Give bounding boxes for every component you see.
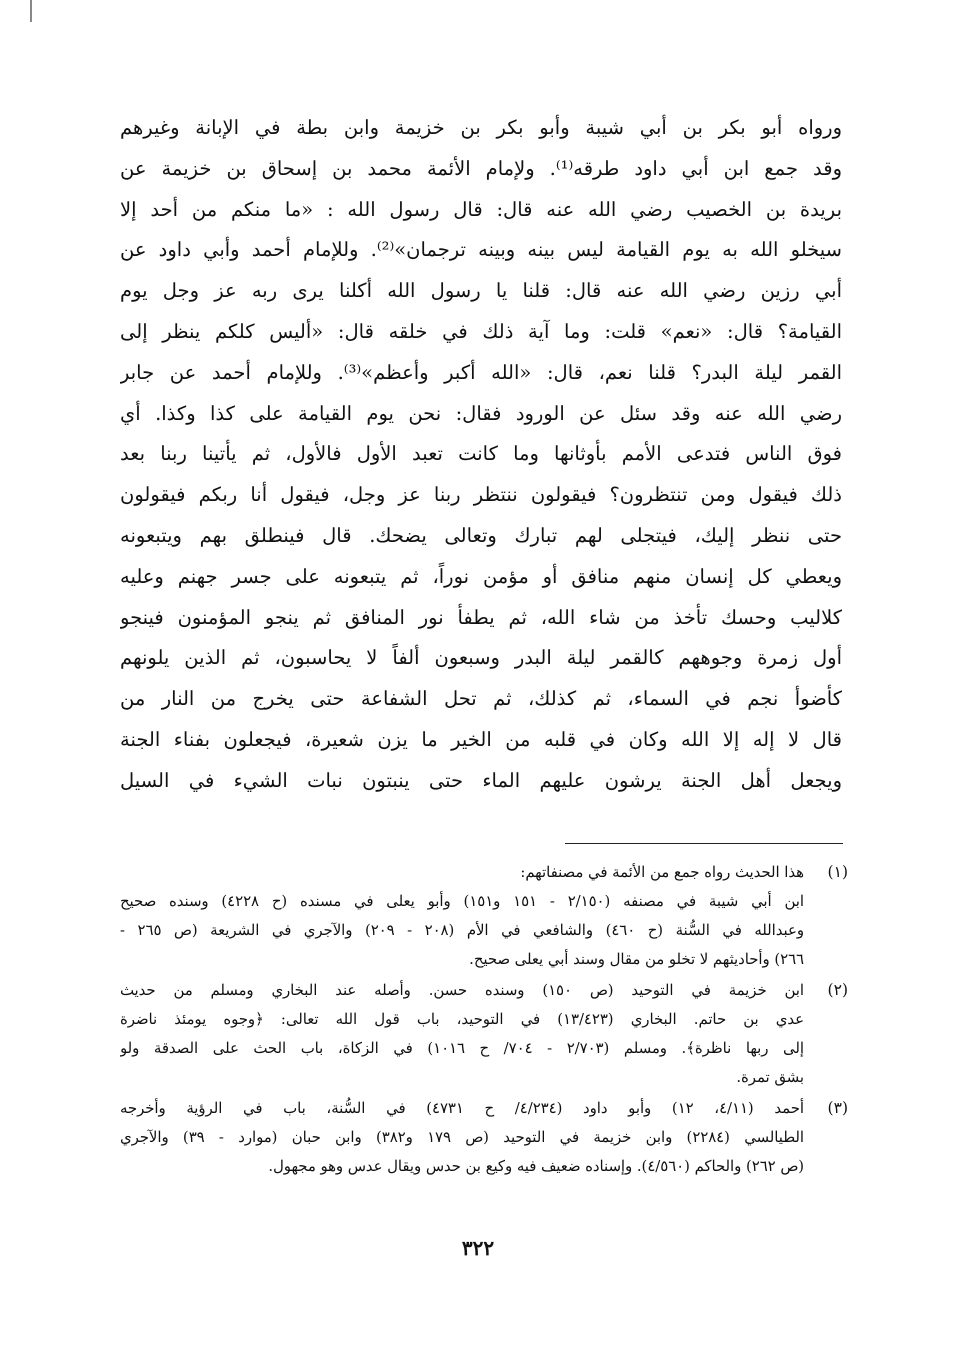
footnote-2 (120, 976, 848, 1092)
footnote-line: الطيالسي (٢٢٨٤) وابن خزيمة في التوحيد (ص ١٧٩ و٣٨٢) وابن حبان (موارد - ٣٩) والآجري (120, 1129, 804, 1146)
footnote-divider (565, 843, 843, 844)
main-text-line: القيامة؟ قال: «نعم» قلت: وما آية ذلك في خلقه قال: «أليس كلكم ينظر إلى (120, 319, 842, 343)
footnote-line: عدي بن حاتم. البخاري (١٣/٤٢٣) في التوحيد، باب قول الله تعالى: ﴿وجوه يومئذ ناضرة (120, 1011, 804, 1028)
page-edge-mark (30, 0, 32, 22)
main-text-line: كأضوأ نجم في السماء، ثم كذلك، ثم تحل الشفاعة حتى يخرج من النار من (120, 687, 842, 711)
footnote-line: بشق تمرة. (736, 1069, 804, 1086)
footnote-line: (ص ٢٦٢) والحاكم (٤/٥٦٠). وإسناده ضعيف فيه وكيع بن حدس ويقال عدس وهو مجهول. (268, 1158, 804, 1175)
footnote-1 (120, 858, 848, 974)
footnotes-section (120, 858, 848, 1183)
footnote-line: ابن خزيمة في التوحيد (ص ١٥٠) وسنده حسن. وأصله عند البخاري ومسلم من حديث (120, 982, 804, 999)
page-number: ٣٢٢ (461, 1236, 495, 1260)
footnote-line: هذا الحديث رواه جمع من الأئمة في مصنفاتهم: (520, 864, 804, 881)
footnote-number: (٢) (827, 981, 848, 999)
footnote-number: (٣) (827, 1099, 848, 1117)
main-text-line: فوق الناس فتدعى الأمم بأوثانها وما كانت تعبد الأول فالأول، ثم يأتينا ربنا بعد (120, 442, 842, 466)
main-text-line: أول زمرة وجوههم كالقمر ليلة البدر وسبعون ألفاً لا يحاسبون، ثم الذين يلونهم (120, 646, 842, 670)
footnote-number: (١) (827, 863, 848, 881)
footnote-3 (120, 1094, 848, 1181)
main-text-line: قال لا إله إلا الله وكان في قلبه من الخير ما يزن شعيرة، فيجعلون بفناء الجنة (120, 727, 842, 751)
main-text-line: كلاليب وحسك تأخذ من شاء الله، ثم يطفأ نور المنافق ثم ينجو المؤمنون فينجو (120, 605, 842, 629)
main-text-line: ذلك فيقول ومن تنتظرون؟ فيقولون ننتظر ربنا عز وجل، فيقول أنا ربكم فيقولون (120, 483, 842, 507)
main-text-line: أبي رزين رضي الله عنه قال: قلنا يا رسول الله أكلنا يرى ربه عز وجل يوم (120, 279, 842, 303)
main-text-body (120, 108, 842, 802)
footnote-line: ٢٦٦) وأحاديثهم لا تخلو من مقال وسند أبي يعلى صحيح. (469, 951, 804, 968)
footnote-line: أحمد (٤/١١، ١٢) وأبو داود (٤/٢٣٤/ ح ٤٧٣١) في السُّنة، باب في الرؤية وأخرجه (120, 1100, 804, 1117)
main-text-line: رضي الله عنه وقد سئل عن الورود فقال: نحن يوم القيامة على كذا وكذا. أي (120, 401, 842, 425)
main-text-line: سيخلو الله به يوم القيامة ليس بينه وبينه ترجمان»⁽²⁾. وللإمام أحمد وأبي داود عن (120, 238, 842, 262)
main-text-line: ورواه أبو بكر بن أبي شيبة وأبو بكر بن خزيمة وابن بطة في الإبانة وغيرهم (120, 116, 842, 139)
main-text-line: حتى ننظر إليك، فيتجلى لهم تبارك وتعالى يضحك. قال فينطلق بهم ويتبعونه (120, 523, 842, 547)
main-text-line: القمر ليلة البدر؟ قلنا نعم، قال: «الله أكبر وأعظم»⁽³⁾. وللإمام أحمد عن جابر (120, 360, 842, 384)
main-text-line: ويعطي كل إنسان منهم منافق أو مؤمن نوراً، ثم يتبعونه على جسر جهنم وعليه (120, 564, 842, 588)
main-text-line: بريدة بن الخصيب رضي الله عنه قال: قال رسول الله : «ما منكم من أحد إلا (120, 197, 842, 221)
footnote-line: وعبدالله في السُّنة (ح ٤٦٠) والشافعي في الأم (٢٠٨ - ٢٠٩) والآجري في الشريعة (ص ٢٦٥ - (120, 922, 804, 939)
footnote-line: ابن أبي شيبة في مصنفه (٢/١٥٠ - ١٥١ و١٥١) وأبو يعلى في مسنده (ح ٤٢٢٨) وسنده صحيح (120, 893, 804, 910)
main-text-line: وقد جمع ابن أبي داود طرقه⁽¹⁾. ولإمام الأئمة محمد بن إسحاق بن خزيمة عن (120, 156, 842, 180)
footnote-line: إلى ربها ناظرة﴾. ومسلم (٢/٧٠٣ - ٧٠٤/ ح ١٠١٦) في الزكاة، باب الحث على الصدقة ولو (120, 1040, 804, 1057)
main-text-line: ويجعل أهل الجنة يرشون عليهم الماء حتى ينبتون نبات الشيء في السيل (120, 768, 842, 792)
